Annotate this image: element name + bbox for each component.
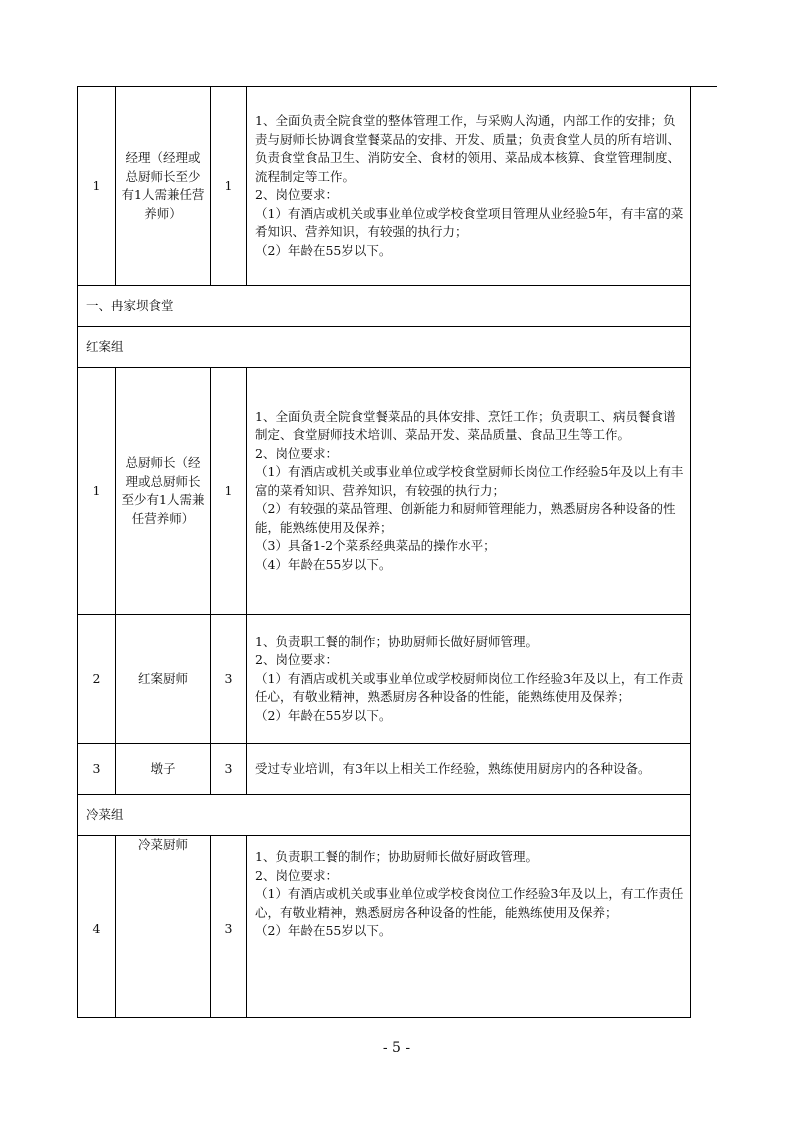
requirement-line: 2、岗位要求： (255, 187, 338, 202)
requirements-cell (247, 615, 691, 744)
section-row (78, 795, 691, 836)
requirements-cell (247, 87, 691, 286)
row-number: 4 (78, 836, 116, 1018)
requirement-line: （2）年龄在55岁以下。 (255, 707, 392, 723)
requirement-line: （2）有较强的菜品管理、创新能力和厨师管理能力，熟悉厨房各种设备的性能，能熟练使用及保养； (255, 501, 676, 535)
section-heading: 一、冉家坝食堂 (78, 286, 691, 327)
requirement-line: 1、全面负责全院食堂的整体管理工作，与采购人沟通，内部工作的安排；负责与厨师长协调食堂餐菜品的安排、开发、质量；负责食堂人员的所有培训、负责食堂食品卫生、消防安全、食材的领用、菜品成本核算、食堂管理制度、流程制定等工作。 (255, 113, 681, 184)
requirement-line: （3）具备1-2个菜系经典菜品的操作水平； (255, 538, 496, 554)
headcount: 3 (211, 615, 247, 744)
requirements-cell (247, 744, 691, 795)
position-title: 红案厨师 (116, 615, 211, 744)
headcount: 3 (211, 744, 247, 795)
page-number: - 5 - (382, 1040, 411, 1056)
position-title: 总厨师长（经理或总厨师长至少有1人需兼任营养师） (116, 368, 211, 615)
row-number: 1 (78, 87, 116, 286)
requirement-line: 2、岗位要求： (255, 652, 338, 668)
row-number: 1 (78, 368, 116, 615)
position-title: 冷菜厨师 (116, 836, 211, 1018)
position-title: 经理（经理或总厨师长至少有1人需兼任营养师） (116, 87, 211, 286)
headcount: 1 (211, 368, 247, 615)
requirement-line: （2）年龄在55岁以下。 (255, 923, 392, 938)
job-requirements-table (77, 86, 691, 1018)
section-heading: 冷菜组 (78, 795, 691, 836)
requirements-cell (247, 836, 691, 1018)
headcount: 3 (211, 836, 247, 1018)
headcount: 1 (211, 87, 247, 286)
table-row (78, 836, 691, 1018)
requirement-line: （2）年龄在55岁以下。 (255, 242, 392, 258)
requirement-line: （1）有酒店或机关或事业单位或学校厨师岗位工作经验3年及以上，有工作责任心，有敬业精神，熟悉厨房各种设备的性能，能熟练使用及保养； (255, 670, 684, 705)
table-row (78, 744, 691, 795)
row-number: 3 (78, 744, 116, 795)
requirement-line: （1）有酒店或机关或事业单位或学校食岗位工作经验3年及以上，有工作责任心，有敬业精神，熟悉厨房各种设备的性能，能熟练使用及保养； (255, 886, 684, 920)
requirement-line: 1、负责职工餐的制作；协助厨师长做好厨政管理。 (255, 849, 538, 864)
requirement-line: 1、负责职工餐的制作；协助厨师长做好厨师管理。 (255, 633, 538, 649)
requirement-line: 1、全面负责全院食堂餐菜品的具体安排、烹饪工作；负责职工、病员餐食谱制定、食堂厨师技术培训、菜品开发、菜品质量、食品卫生等工作。 (255, 408, 676, 443)
requirement-line: 2、岗位要求： (255, 867, 338, 883)
requirement-line: （4）年龄在55岁以下。 (255, 556, 392, 572)
requirement-line: （1）有酒店或机关或事业单位或学校食堂厨师长岗位工作经验5年及以上有丰富的菜肴知识、营养知识，有较强的执行力； (255, 464, 684, 498)
table-row (78, 87, 691, 286)
requirement-line: 受过专业培训，有3年以上相关工作经验，熟练使用厨房内的各种设备。 (255, 760, 651, 776)
table-row (78, 368, 691, 615)
requirement-line: 2、岗位要求： (255, 445, 338, 461)
section-heading: 红案组 (78, 327, 691, 368)
table-row (78, 615, 691, 744)
requirements-cell (247, 368, 691, 615)
requirement-line: （1）有酒店或机关或事业单位或学校食堂项目管理从业经验5年，有丰富的菜肴知识、营养知识，有较强的执行力； (255, 205, 684, 239)
position-title: 墩子 (116, 744, 211, 795)
section-row (78, 327, 691, 368)
row-number: 2 (78, 615, 116, 744)
section-row (78, 286, 691, 327)
